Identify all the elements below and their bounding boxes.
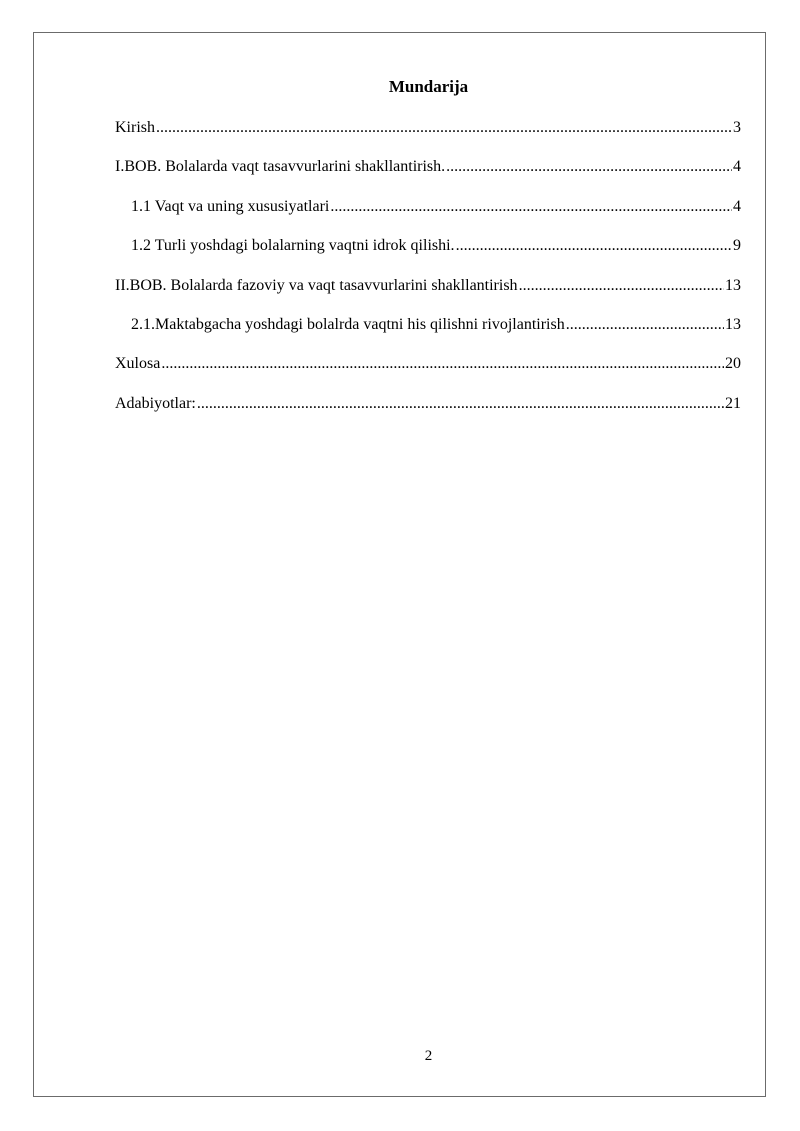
toc-title: Mundarija: [388, 77, 469, 96]
toc-dot-leader: [330, 197, 732, 217]
toc-dot-leader: [456, 236, 732, 256]
toc-entry-page: 13: [725, 315, 741, 333]
toc-entry-kirish[interactable]: [115, 118, 741, 157]
toc-entry-text: I.BOB. Bolalarda vaqt tasavvurlarini shakllantirish.: [115, 158, 446, 176]
toc-entry-chapter-2[interactable]: [115, 276, 741, 315]
toc-entry-xulosa[interactable]: [115, 354, 741, 393]
toc-dot-leader: [161, 354, 724, 374]
table-of-contents: [115, 118, 741, 433]
toc-entry-text: 1.1 Vaqt va uning xususiyatlari: [131, 197, 330, 215]
toc-entry-adabiyotlar[interactable]: [115, 394, 741, 433]
toc-entry-section-1-2[interactable]: [115, 236, 741, 275]
toc-entry-page: 13: [725, 276, 741, 294]
toc-entry-section-1-1[interactable]: [115, 197, 741, 236]
toc-entry-text: Adabiyotlar:: [115, 394, 196, 412]
toc-entry-page: 21: [725, 394, 741, 412]
toc-entry-text: 1.2 Turli yoshdagi bolalarning vaqtni idrok qilishi.: [131, 237, 455, 255]
toc-dot-leader: [156, 118, 732, 138]
toc-dot-leader: [519, 276, 724, 296]
toc-dot-leader: [197, 394, 724, 414]
toc-entry-text: II.BOB. Bolalarda fazoviy va vaqt tasavvurlarini shakllantirish: [115, 276, 518, 294]
toc-entry-page: 20: [725, 355, 741, 373]
toc-entry-chapter-1[interactable]: [115, 157, 741, 196]
toc-dot-leader: [446, 157, 732, 177]
toc-entry-page: 9: [733, 237, 741, 255]
toc-dot-leader: [566, 315, 724, 335]
toc-entry-text: Kirish: [115, 119, 155, 136]
toc-entry-page: 4: [733, 158, 741, 176]
toc-entry-section-2-1[interactable]: [115, 315, 741, 354]
toc-entry-page: 4: [733, 197, 741, 215]
toc-entry-text: 2.1.Maktabgacha yoshdagi bolalrda vaqtni his qilishni rivojlantirish: [131, 315, 565, 333]
page-number: 2: [424, 1048, 433, 1064]
toc-entry-text: Xulosa: [115, 355, 161, 373]
toc-entry-page: 3: [733, 119, 741, 136]
